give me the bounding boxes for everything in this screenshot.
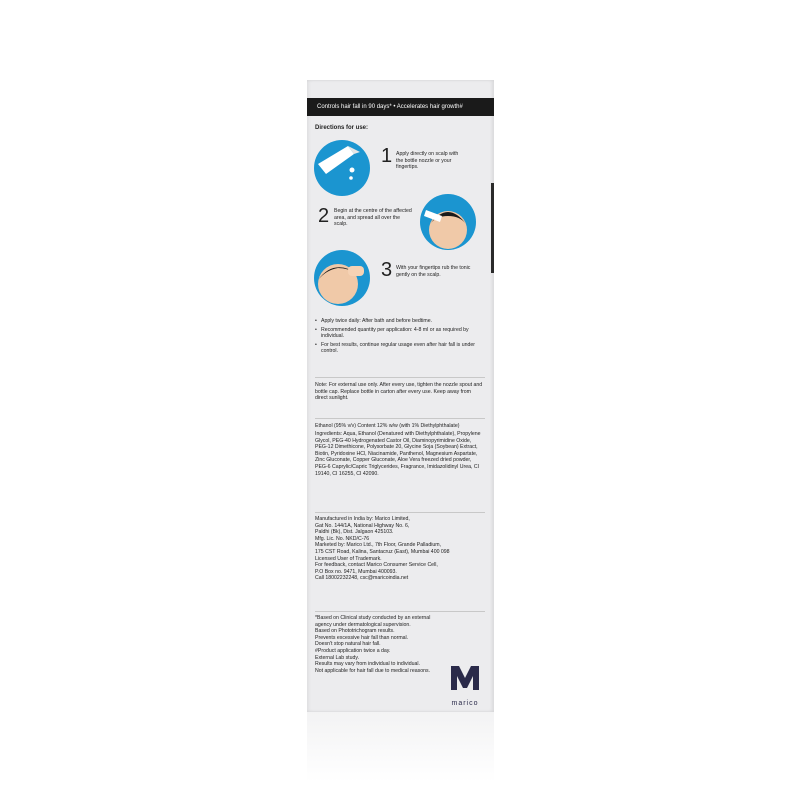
ingredients-text: Ingredients: Aqua, Ethanol (Denatured with Diethylphthalate), Propylene Glycol, PEG-40 Hydrogenated Castor Oil, Diaminopyrimidine Oxide, PEG-12 Dimethicone, Polysorbate 20, Glycine Soja (Soybean) Extract, Biotin, Pyridoxine HCl, Niacinamide, Panthenol, Magnesium Aspartate, Zinc Gluconate, Copper Gluconate, Aloe Vera freezed dried powder, PEG-6 Caprylic/Capric Triglycerides, Fragrance, Imidazolidinyl Urea, CI 19140, CI 16255, CI 42090. — [315, 431, 481, 477]
footnote-line: Prevents excessive hair fall than normal. — [315, 634, 409, 641]
usage-bullet: • Recommended quantity per application: 4-8 ml or as required by individual. — [315, 327, 485, 340]
carton-reflection — [307, 712, 494, 782]
footnote-line: External Lab study. — [315, 654, 360, 661]
claims-banner: Controls hair fall in 90 days* • Accelerates hair growth# — [307, 98, 494, 116]
brand-wordmark: marico — [451, 700, 479, 707]
fingertips-rub-icon — [314, 250, 370, 306]
manufacturer-line: Manufactured in India by: Marico Limited, — [315, 516, 410, 522]
ethanol-content: Ethanol (95% v/v) Content 12% w/w (with 1% Diethylphthalate) — [315, 423, 460, 429]
footnote-line: Results may vary from individual to individual. — [315, 661, 420, 668]
manufacturer-line: Licensed User of Trademark. — [315, 555, 382, 562]
divider — [315, 418, 485, 419]
divider — [315, 512, 485, 513]
footnote-line: *Based on Clinical study conducted by an external agency under dermatological supervision. — [315, 615, 431, 628]
divider — [315, 377, 485, 378]
marico-logo — [445, 662, 485, 707]
footnote-line: #Product application twice a day. — [315, 647, 391, 654]
usage-bullet: • For best results, continue regular usage even after hair fall is under control. — [315, 342, 485, 355]
manufacturer-line: Gat No. 144/1A, National Highway No. 6, — [315, 522, 410, 529]
step-3-illustration — [314, 250, 370, 306]
marico-m-icon — [445, 662, 485, 694]
manufacturer-line: Call 18002232248, csc@maricoindia.net — [315, 575, 409, 582]
carton-edge-strip — [491, 183, 494, 273]
note-text: Note: For external use only. After every use, tighten the nozzle spout and bottle cap. Replace bottle in carton after every use. Keep away from direct sunlight. — [315, 382, 483, 402]
footnote-line: Based on Phototrichogram results. — [315, 628, 395, 635]
step-1-number: 1 — [381, 145, 393, 167]
manufacturer-line: 175 CST Road, Kalina, Santacruz (East), Mumbai 400 098 — [315, 548, 450, 555]
bottle-nozzle-icon — [314, 140, 370, 196]
manufacturer-block — [315, 516, 485, 582]
step-3-text: With your fingertips rub the tonic gently on the scalp. — [396, 265, 471, 278]
usage-bullets — [315, 318, 485, 357]
manufacturer-line: Marketed by: Marico Ltd., 7th Floor, Grande Palladium, — [315, 542, 441, 549]
manufacturer-line: Mfg. Lic. No. NKD/C-76 — [315, 535, 370, 542]
step-1-illustration — [314, 140, 370, 196]
step-3-number: 3 — [381, 259, 393, 281]
step-2-illustration — [420, 194, 476, 250]
step-1-text: Apply directly on scalp with the bottle nozzle or your fingertips. — [396, 151, 459, 171]
step-2-text: Begin at the centre of the affected area, and spread all over the scalp. — [334, 208, 412, 228]
manufacturer-line: For feedback, contact Marico Consumer Service Cell, — [315, 562, 438, 569]
manufacturer-line: Paldhi (Bk), Dist. Jalgaon 425103. — [315, 529, 394, 536]
footnotes-block — [315, 615, 433, 674]
manufacturer-line: P.O Box no. 9471, Mumbai 400093. — [315, 568, 397, 575]
directions-title: Directions for use: — [315, 125, 369, 131]
footnote-line: Not applicable for hair fall due to medical reasons. — [315, 667, 431, 674]
footnote-line: Doesn't stop natural hair fall. — [315, 641, 381, 648]
divider — [315, 611, 485, 612]
usage-bullet: • Apply twice daily: After bath and before bedtime. — [315, 318, 485, 325]
step-2-number: 2 — [318, 205, 330, 227]
scalp-center-icon — [420, 194, 476, 250]
